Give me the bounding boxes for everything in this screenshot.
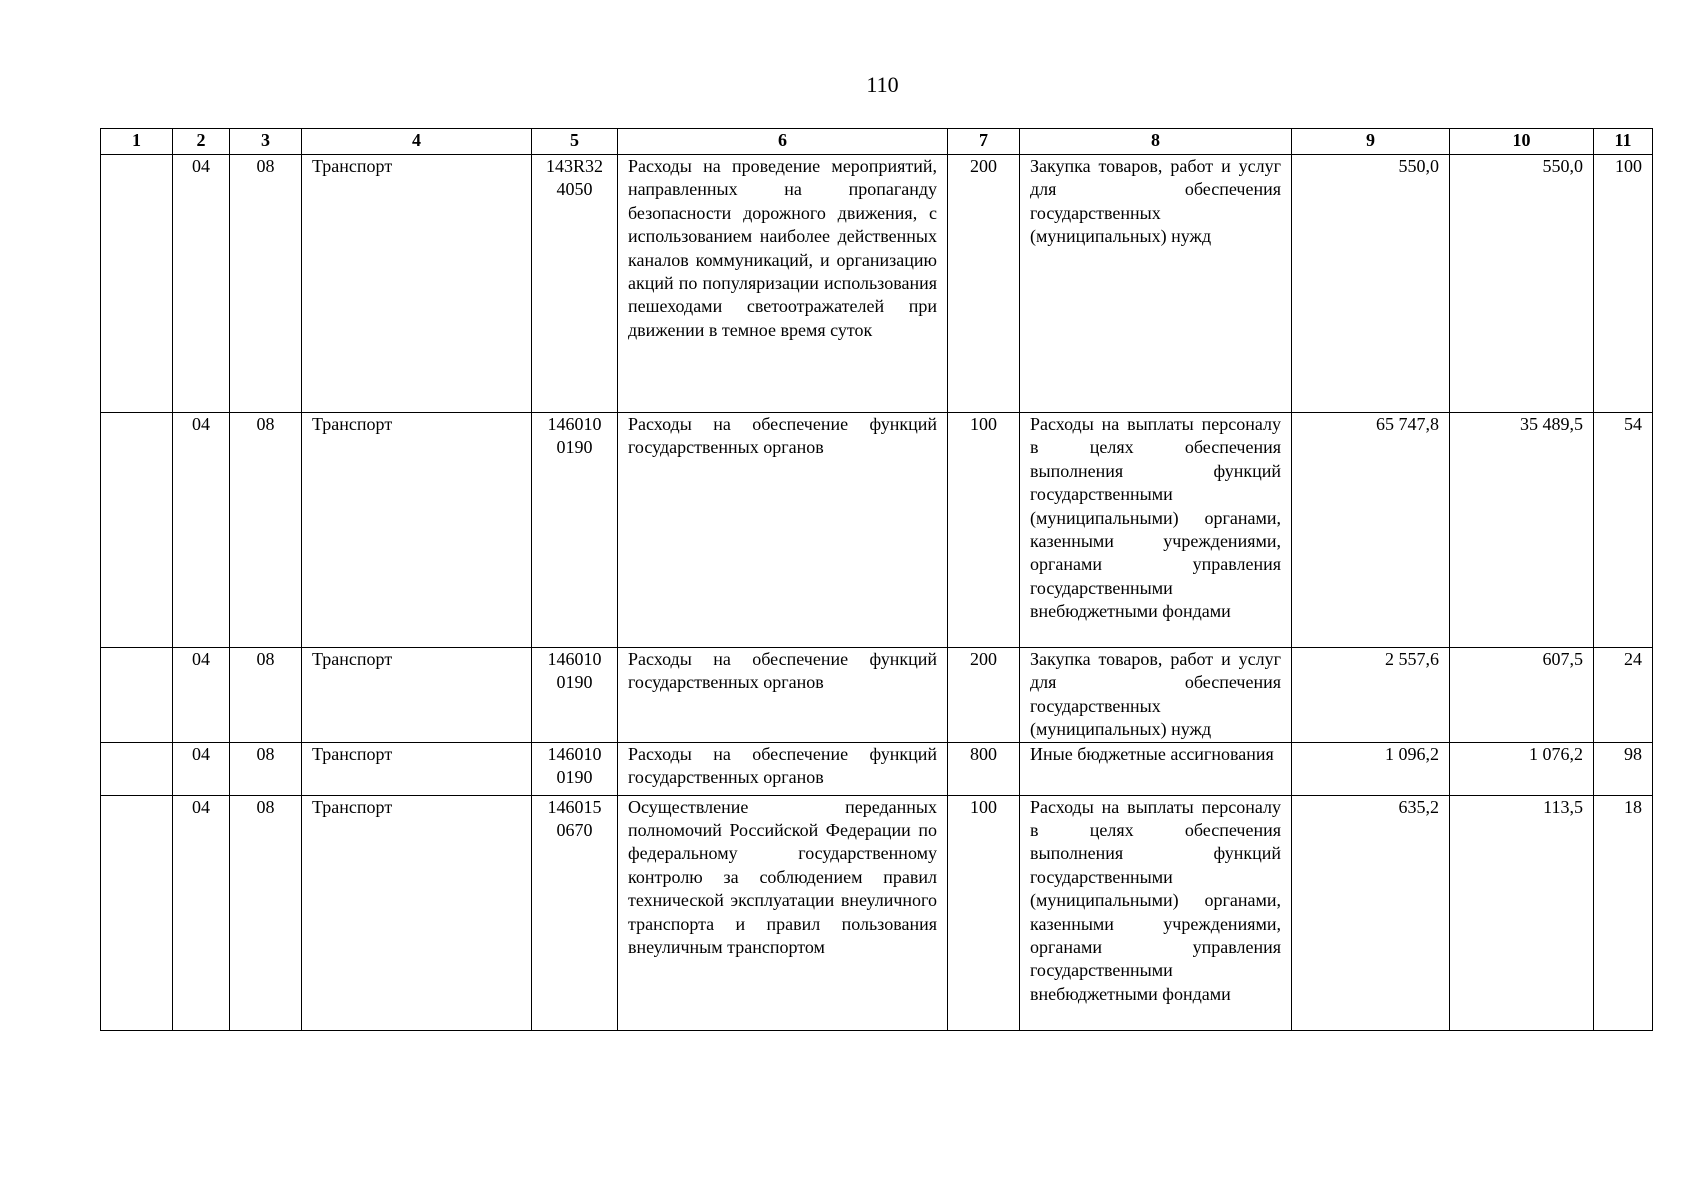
cell-planned-amount: 550,0 [1292, 155, 1450, 413]
header-row [101, 129, 1653, 155]
header-col-7: 7 [948, 129, 1020, 155]
cell-section-name: Транспорт [302, 155, 532, 413]
cell-subsection: 08 [230, 648, 302, 743]
cell-target-name: Расходы на обеспечение функций государственных органов [618, 413, 948, 648]
cell-percent: 100 [1594, 155, 1653, 413]
cell-subsection: 08 [230, 155, 302, 413]
table-row [101, 742, 1653, 795]
cell-expense-type-code: 100 [948, 413, 1020, 648]
cell-col-1 [101, 742, 173, 795]
table-row [101, 413, 1653, 648]
cell-target-name: Расходы на проведение мероприятий, направленных на пропаганду безопасности дорожного движения, с использованием наиболее действенных каналов коммуникаций, и организацию акций по популяризации использования пешеходами светоотражателей при движении в темное время суток [618, 155, 948, 413]
cell-section: 04 [173, 413, 230, 648]
cell-target-code: 146010 0190 [532, 648, 618, 743]
header-col-8: 8 [1020, 129, 1292, 155]
cell-planned-amount: 635,2 [1292, 795, 1450, 1030]
table-body [101, 155, 1653, 1031]
cell-section-name: Транспорт [302, 795, 532, 1030]
cell-subsection: 08 [230, 413, 302, 648]
cell-planned-amount: 65 747,8 [1292, 413, 1450, 648]
cell-planned-amount: 1 096,2 [1292, 742, 1450, 795]
cell-expense-type-name: Закупка товаров, работ и услуг для обеспечения государственных (муниципальных) нужд [1020, 648, 1292, 743]
cell-target-name: Осуществление переданных полномочий Российской Федерации по федеральному государственному контролю за соблюдением правил технической эксплуатации внеуличного транспорта и правил пользования внеуличным транспортом [618, 795, 948, 1030]
cell-expense-type-code: 200 [948, 648, 1020, 743]
cell-target-name: Расходы на обеспечение функций государственных органов [618, 648, 948, 743]
cell-expense-type-name: Закупка товаров, работ и услуг для обеспечения государственных (муниципальных) нужд [1020, 155, 1292, 413]
header-col-10: 10 [1450, 129, 1594, 155]
cell-expense-type-name: Расходы на выплаты персоналу в целях обеспечения выполнения функций государственными (муниципальными) органами, казенными учреждениями, органами управления государственными внебюджетными фондами [1020, 413, 1292, 648]
cell-section: 04 [173, 155, 230, 413]
table-header [101, 129, 1653, 155]
cell-percent: 18 [1594, 795, 1653, 1030]
cell-expense-type-code: 800 [948, 742, 1020, 795]
cell-target-code: 146010 0190 [532, 742, 618, 795]
cell-subsection: 08 [230, 742, 302, 795]
header-col-9: 9 [1292, 129, 1450, 155]
cell-section-name: Транспорт [302, 413, 532, 648]
cell-expense-type-code: 100 [948, 795, 1020, 1030]
cell-section: 04 [173, 795, 230, 1030]
cell-target-code: 146015 0670 [532, 795, 618, 1030]
cell-target-name: Расходы на обеспечение функций государственных органов [618, 742, 948, 795]
cell-target-code: 143R32 4050 [532, 155, 618, 413]
page-number: 110 [866, 72, 899, 97]
cell-subsection: 08 [230, 795, 302, 1030]
header-col-1: 1 [101, 129, 173, 155]
header-col-6: 6 [618, 129, 948, 155]
table-row [101, 795, 1653, 1030]
cell-expense-type-name: Иные бюджетные ассигнования [1020, 742, 1292, 795]
header-col-2: 2 [173, 129, 230, 155]
cell-section: 04 [173, 648, 230, 743]
cell-expense-type-name: Расходы на выплаты персоналу в целях обеспечения выполнения функций государственными (муниципальными) органами, казенными учреждениями, органами управления государственными внебюджетными фондами [1020, 795, 1292, 1030]
table-row [101, 155, 1653, 413]
cell-percent: 24 [1594, 648, 1653, 743]
header-col-3: 3 [230, 129, 302, 155]
table-row [101, 648, 1653, 743]
cell-section-name: Транспорт [302, 648, 532, 743]
header-col-11: 11 [1594, 129, 1653, 155]
cell-percent: 54 [1594, 413, 1653, 648]
cell-col-1 [101, 795, 173, 1030]
cell-col-1 [101, 648, 173, 743]
cell-col-1 [101, 413, 173, 648]
budget-table [100, 128, 1653, 1031]
cell-section: 04 [173, 742, 230, 795]
cell-expense-type-code: 200 [948, 155, 1020, 413]
cell-actual-amount: 113,5 [1450, 795, 1594, 1030]
header-col-4: 4 [302, 129, 532, 155]
cell-section-name: Транспорт [302, 742, 532, 795]
cell-target-code: 146010 0190 [532, 413, 618, 648]
cell-actual-amount: 35 489,5 [1450, 413, 1594, 648]
cell-planned-amount: 2 557,6 [1292, 648, 1450, 743]
header-col-5: 5 [532, 129, 618, 155]
cell-percent: 98 [1594, 742, 1653, 795]
cell-col-1 [101, 155, 173, 413]
cell-actual-amount: 607,5 [1450, 648, 1594, 743]
cell-actual-amount: 550,0 [1450, 155, 1594, 413]
cell-actual-amount: 1 076,2 [1450, 742, 1594, 795]
